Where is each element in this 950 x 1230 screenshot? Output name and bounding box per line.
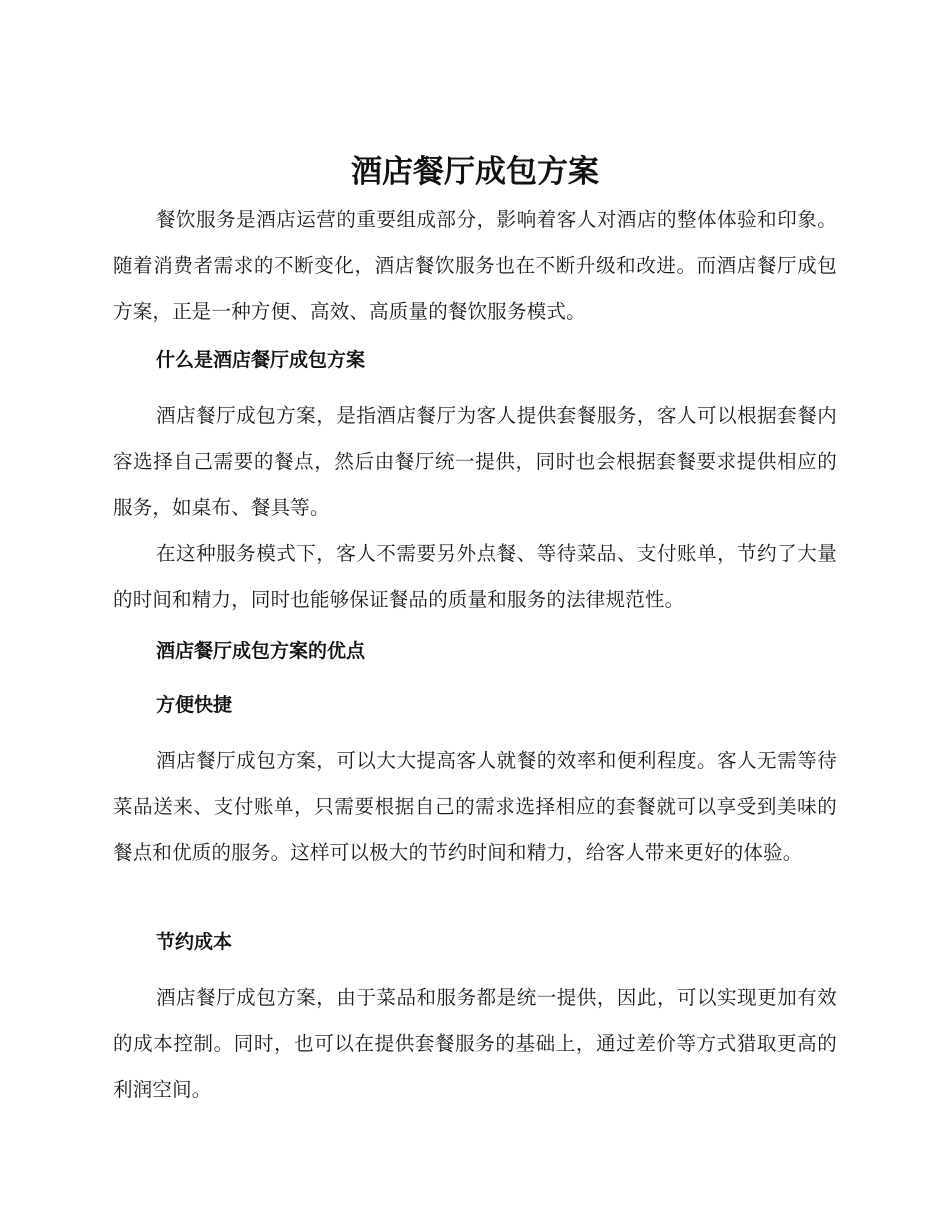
service-mode-paragraph: 在这种服务模式下，客人不需要另外点餐、等待菜品、支付账单，节约了大量的时间和精力，同时也能够保证餐品的质量和服务的法律规范性。 — [113, 542, 837, 611]
intro-paragraph: 餐饮服务是酒店运营的重要组成部分，影响着客人对酒店的整体体验和印象。随着消费者需求的不断变化，酒店餐饮服务也在不断升级和改进。而酒店餐厅成包方案，正是一种方便、高效、高质量的餐饮服务模式。 — [113, 208, 837, 323]
subheading-cost-saving: 节约成本 — [156, 931, 233, 953]
subheading-convenience: 方便快捷 — [156, 694, 233, 716]
convenience-paragraph: 酒店餐厅成包方案，可以大大提高客人就餐的效率和便利程度。客人无需等待菜品送来、支付账单，只需要根据自己的需求选择相应的套餐就可以享受到美味的餐点和优质的服务。这样可以极大的节约时间和精力，给客人带来更好的体验。 — [113, 749, 837, 864]
definition-paragraph: 酒店餐厅成包方案，是指酒店餐厅为客人提供套餐服务，客人可以根据套餐内容选择自己需要的餐点，然后由餐厅统一提供，同时也会根据套餐要求提供相应的服务，如桌布、餐具等。 — [113, 404, 837, 519]
section-heading-what-is: 什么是酒店餐厅成包方案 — [156, 349, 366, 371]
section-heading-advantages: 酒店餐厅成包方案的优点 — [156, 640, 366, 662]
document-title: 酒店餐厅成包方案 — [351, 154, 599, 190]
cost-saving-paragraph: 酒店餐厅成包方案，由于菜品和服务都是统一提供，因此，可以实现更加有效的成本控制。同时，也可以在提供套餐服务的基础上，通过差价等方式猎取更高的利润空间。 — [113, 986, 837, 1101]
